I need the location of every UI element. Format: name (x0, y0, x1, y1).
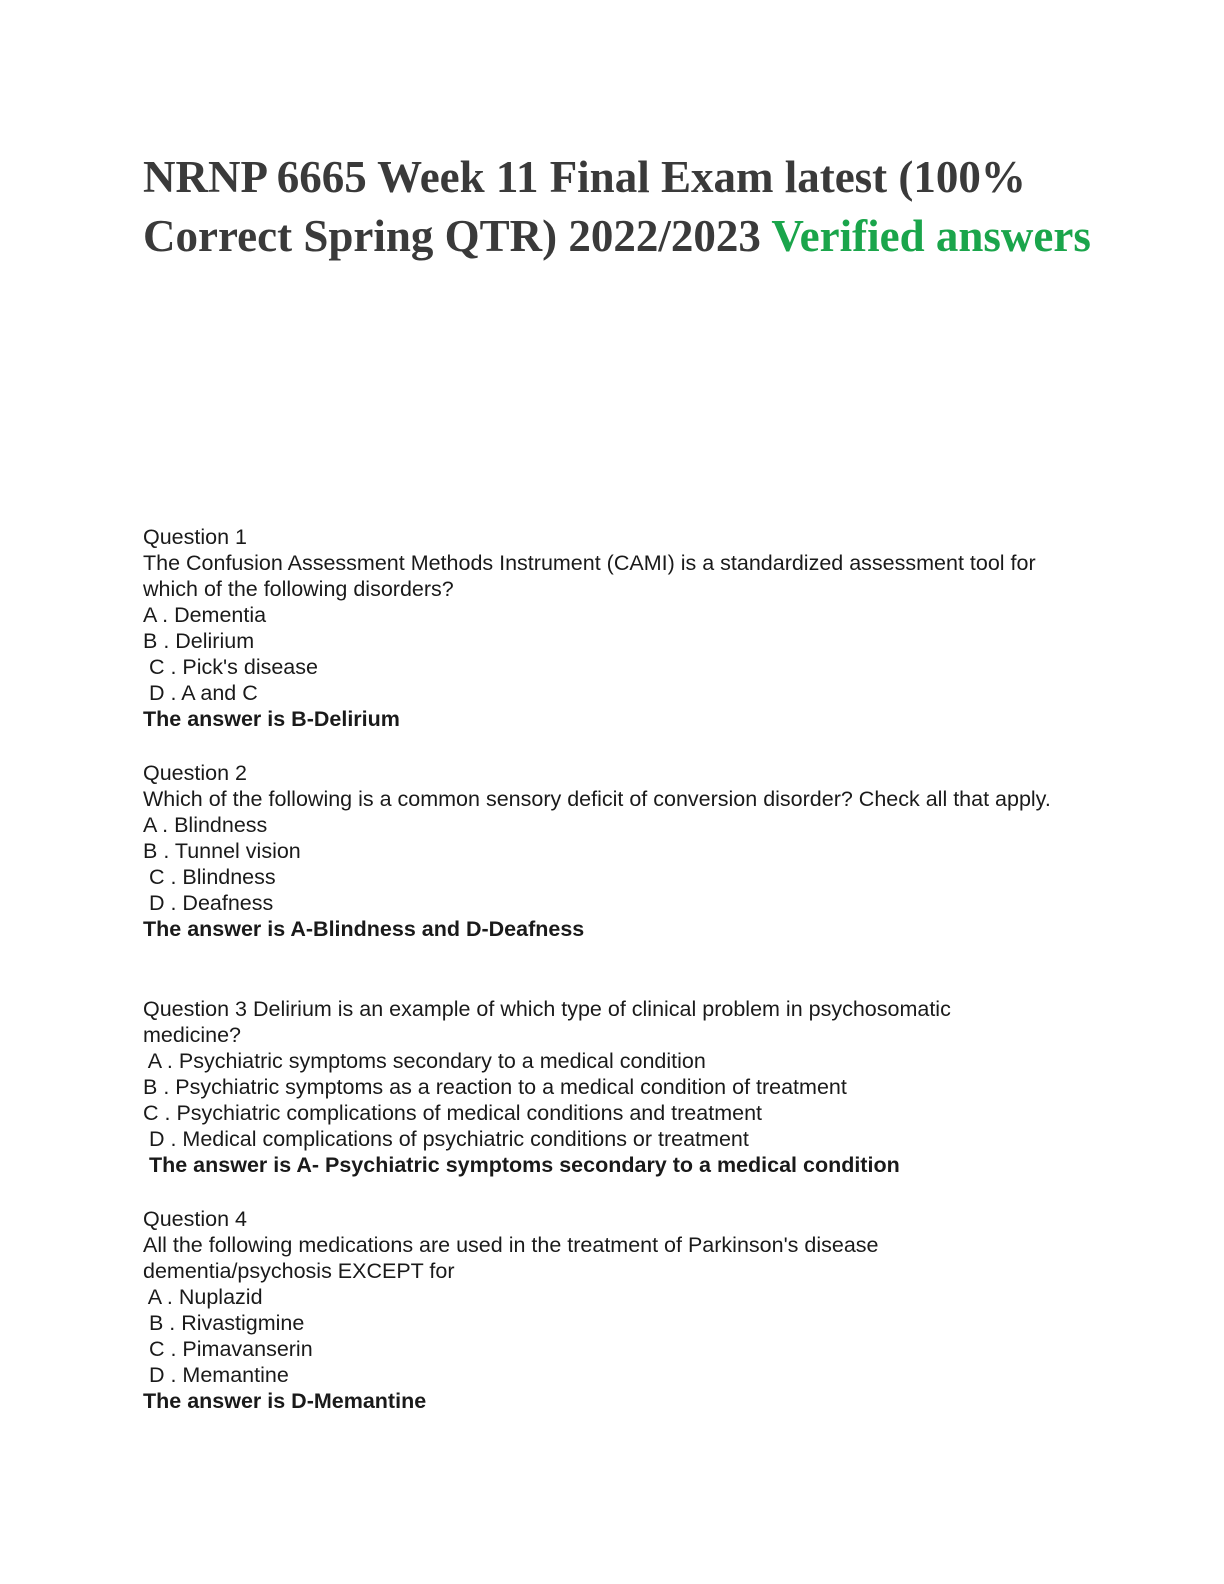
option-b: B . Tunnel vision (143, 839, 301, 863)
question-prompt: All the following medications are used in the treatment of Parkinson's disease dementia/psychosis EXCEPT for (143, 1233, 879, 1283)
option-d: D . Deafness (143, 891, 274, 915)
question-heading: Question 2 (143, 761, 247, 785)
question-prompt-with-heading (143, 996, 1023, 1048)
option-a: A . Psychiatric symptoms secondary to a medical condition (143, 1049, 706, 1073)
question-heading: Question 1 (143, 525, 247, 549)
title-main: NRNP 6665 Week 11 Final Exam latest (100% Correct Spring QTR) 2022/2023 (143, 152, 1026, 261)
option-c: C . Psychiatric complications of medical conditions and treatment (143, 1101, 762, 1125)
answer-text: The answer is D-Memantine (143, 1389, 427, 1413)
option-d: D . Medical complications of psychiatric conditions or treatment (143, 1127, 749, 1151)
document-title (143, 148, 1103, 266)
option-b: B . Psychiatric symptoms as a reaction to a medical condition of treatment (143, 1075, 847, 1099)
title-highlight: Verified answers (771, 211, 1091, 261)
question-prompt: Delirium is an example of which type of clinical problem in psychosomatic medicine? (143, 997, 951, 1047)
option-d: D . A and C (143, 681, 258, 705)
answer-text: The answer is A- Psychiatric symptoms secondary to a medical condition (143, 1153, 900, 1177)
question-block-1 (143, 524, 1103, 732)
answer-text: The answer is B-Delirium (143, 707, 400, 731)
question-heading: Question 4 (143, 1207, 247, 1231)
question-block-4 (143, 1206, 1103, 1414)
option-a: A . Nuplazid (143, 1285, 263, 1309)
option-a: A . Dementia (143, 603, 267, 627)
option-c: C . Pimavanserin (143, 1337, 313, 1361)
option-b: B . Delirium (143, 629, 255, 653)
question-block-2 (143, 760, 1103, 942)
answer-text: The answer is A-Blindness and D-Deafness (143, 917, 585, 941)
question-block-3 (143, 996, 1103, 1178)
option-c: C . Blindness (143, 865, 276, 889)
option-c: C . Pick's disease (143, 655, 318, 679)
question-prompt: The Confusion Assessment Methods Instrument (CAMI) is a standardized assessment tool for which of the following disorders? (143, 551, 1036, 601)
question-heading: Question 3 (143, 997, 247, 1021)
option-a: A . Blindness (143, 813, 268, 837)
option-b: B . Rivastigmine (143, 1311, 305, 1335)
option-d: D . Memantine (143, 1363, 289, 1387)
question-prompt: Which of the following is a common sensory deficit of conversion disorder? Check all that apply. (143, 787, 1051, 811)
